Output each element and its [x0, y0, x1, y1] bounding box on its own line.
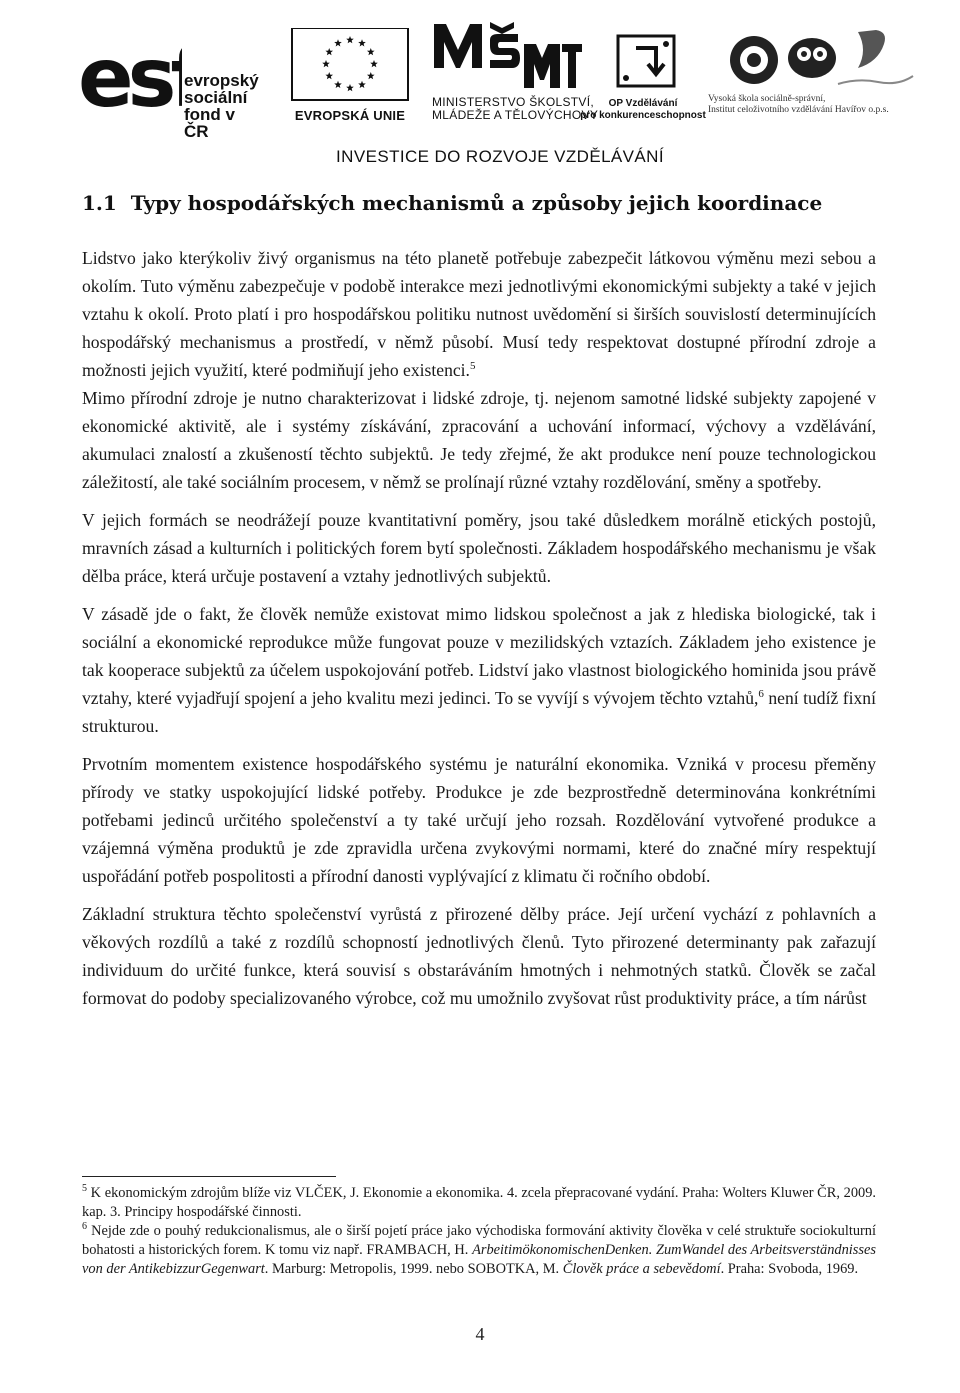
owl-logo-icon — [708, 28, 918, 92]
msmt-logo-icon — [432, 18, 582, 94]
paragraph-1 — [82, 244, 876, 384]
eu-star-icon — [346, 84, 354, 91]
header-logos — [78, 18, 910, 141]
paragraph-4-text: V zásadě jde o fakt, že člověk nemůže existovat mimo lidskou společnost a jak z hlediska biologické, tak i sociální a ekonomické reprodukce může fungovat pouze v mezilidských vztazích. Základem jeho existence je tak kooperace subjektů za účelem uspokojování potřeb. Lidství jako vlastnost biologického hominida jsou právě vztahy, které vyjadřují spojení a jeho kvalitu mezi jedinci. To se vyvíjí s vývojem těchto vztahů, — [82, 604, 876, 708]
eu-star-icon — [325, 48, 333, 55]
footnote-5 — [82, 1184, 876, 1222]
footnote-divider — [82, 1176, 336, 1177]
eu-star-icon — [358, 39, 366, 46]
eu-star-icon — [334, 81, 342, 88]
section-title: Typy hospodářských mechanismů a způsoby jejich koordinace — [130, 191, 823, 215]
footnote-6 — [82, 1222, 876, 1279]
eu-star-icon — [346, 36, 354, 43]
eu-star-icon — [358, 81, 366, 88]
msmt-logo-text: MINISTERSTVO ŠKOLSTVÍ, MLÁDEŽE A TĚLOVÝCHOVY — [432, 95, 599, 122]
esf-logo-icon — [78, 28, 182, 112]
paragraph-4-text-end: není tudíž fixní strukturou. — [82, 688, 876, 736]
eu-logo-text: EVROPSKÁ UNIE — [294, 108, 406, 123]
paragraph-6: Základní struktura těchto společenství vyrůstá z přirozené dělby práce. Její určení vychází z pohlavních a věkových rozdílů a také z rozdílů schopností jednotlivých členů. Tyto přirozené determinanty pak zařazují individuum do určité funkce, která souvisí s obstaráváním hmotných i nehmotných statků. Člověk se začal formovat do podoby specializovaného výrobce, což mu umožnilo zvyšovat růst produktivity práce, a tím nárůst — [82, 904, 876, 1008]
vs-logo — [708, 28, 918, 138]
section-heading — [82, 191, 882, 215]
eu-star-icon — [367, 48, 375, 55]
footnote-6-book-title-1: ArbeitimökonomischenDenken. ZumWandel des Arbeitsverständnisses von der AntikebizzurGegenwart — [82, 1242, 876, 1277]
footnote-6-number: 6 — [82, 1221, 87, 1232]
paragraph-3: V jejich formách se neodrážejí pouze kvantitativní poměry, jsou také důsledkem morálně etických postojů, mravních zásad a kulturních i politických forem bytí společnosti. Základem hospodářského mechanismu je však dělba práce, která určuje postavení a vztahy jednotlivých subjektů. — [82, 510, 876, 586]
op-logo-icon — [578, 28, 708, 94]
footnote-6-text-3: . Praha: Svoboda, 1969. — [720, 1261, 859, 1277]
footnote-ref-5[interactable]: 5 — [469, 360, 476, 372]
esf-logo — [78, 28, 259, 141]
svg-text:esf: es — [78, 31, 171, 112]
op-logo-text: OP Vzdělávání pro konkurenceschopnost — [580, 98, 706, 121]
footnote-6-book-title-2: Člověk práce a sebevědomí — [562, 1261, 721, 1277]
eu-star-icon — [370, 60, 378, 67]
eu-star-icon — [334, 39, 342, 46]
footnote-5-text: K ekonomickým zdrojům blíže viz VLČEK, J. Ekonomie a ekonomika. 4. zcela přepracované vydání. Praha: Wolters Kluwer ČR, 2009. kap. 3. Principy hospodářské činnosti. — [82, 1185, 876, 1220]
paragraph-1-text: Lidstvo jako kterýkoliv živý organismus na této planetě potřebuje zabezpečit látkovou výměnu mezi sebou a okolím. Tuto výměnu zabezpečuje v podobě interakce mezi jednotlivými ekonomickými subjekty a také v jejich vztahu k okolí. Proto platí i pro hospodářskou politiku nutnost uvědomění si širších souvislostí determinujících hospodářský mechanismus a prostředí, v němž působí. Musí tedy respektovat dostupné přírodní zdroje a možnosti jejich využití, které podmiňují jeho existenci. — [82, 248, 876, 380]
eu-logo — [270, 28, 430, 138]
footnote-ref-6[interactable]: 6 — [758, 688, 764, 700]
paragraph-4 — [82, 600, 876, 740]
footnotes — [82, 1184, 876, 1279]
body-text — [82, 244, 876, 1022]
paragraph-2: Mimo přírodní zdroje je nutno charakterizovat i lidské zdroje, tj. nejenom samotné lidské subjekty zapojené v ekonomické aktivitě, ale i systémy získávání, zpracování a uchování informací, výchovy a vzdělávání, akumulaci znalostí a zkušeností těchto subjektů. Je tedy zřejmé, že akt produkce není pouze technologickou záležitostí, ale také sociálním procesem, v němž se prolínají různé vztahy rozdělování, směny a spotřeby. — [82, 388, 876, 492]
investice-slogan: INVESTICE DO ROZVOJE VZDĚLÁVÁNÍ — [336, 147, 664, 166]
esf-logo-text: evropský sociální fond v ČR — [184, 71, 259, 141]
vs-logo-text: Vysoká škola sociálně-správní, Institut celoživotního vzdělávání Havířov o.p.s. — [708, 94, 889, 115]
eu-flag-icon — [270, 28, 430, 102]
footnote-6-text-2: . Marburg: Metropolis, 1999. nebo SOBOTKA, M. — [264, 1261, 563, 1277]
section-number: 1.1 — [82, 191, 117, 215]
footnote-6-text: Nejde zde o pouhý redukcionalismus, ale o širší pojetí práce jako východiska formování aktivity člověka v celé struktuře sociokulturní bohatosti a historických forem. K tomu viz např. FRAMBACH, H. — [82, 1223, 876, 1258]
paragraph-5: Prvotním momentem existence hospodářského systému je naturální ekonomika. Vzniká v procesu přeměny přírody ve statky uspokojující lidské potřeby. Produkce je zde bezprostředně determinována konkrétními potřebami jedinců určitého společenství a ty také určují jeho rozsah. Rozdělování vytvořené produkce a vzájemná výměna produktů je zde zpravidla určena zvykovými normami, které do značné míry respektují uspořádání potřeb pospolitosti a přírodní danosti vyplývající z klimatu či ročního období. — [82, 754, 876, 886]
op-logo — [578, 28, 708, 138]
eu-star-icon — [367, 72, 375, 79]
eu-star-icon — [322, 60, 330, 67]
eu-star-icon — [325, 72, 333, 79]
footnote-5-number: 5 — [82, 1183, 87, 1194]
page-number: 4 — [475, 1324, 485, 1344]
